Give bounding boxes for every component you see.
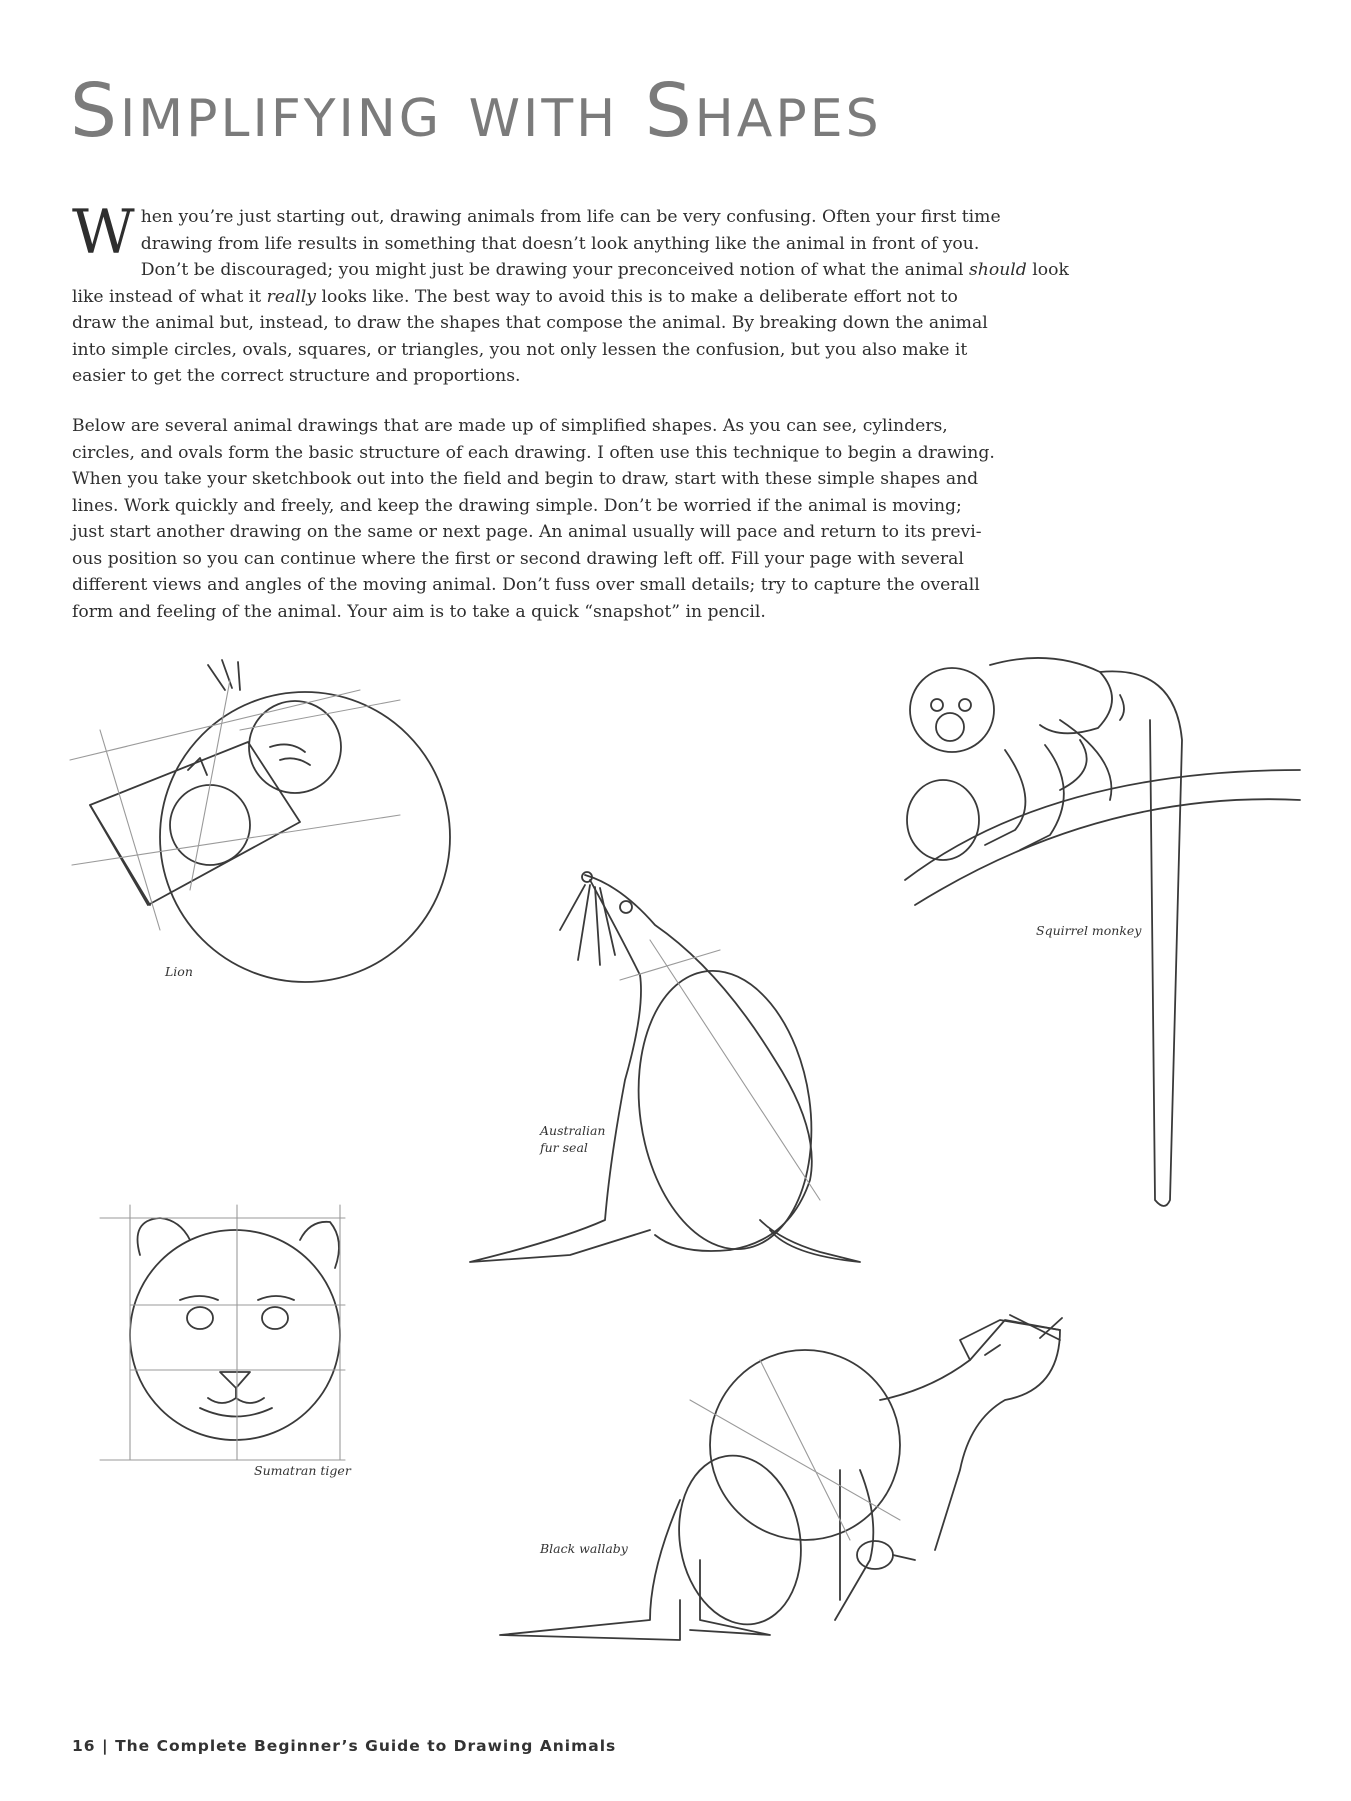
fur-seal-sketch [470,872,860,1262]
paragraph-line: lines. Work quickly and freely, and keep the drawing simple. Don’t be worried if the animal is moving; [72,495,962,516]
caption-squirrel-monkey: Squirrel monkey [1036,923,1142,938]
page-footer [72,1737,616,1755]
footer-separator: | [101,1737,109,1755]
caption-black-wallaby: Black wallaby [540,1541,628,1556]
intro-line: hen you’re just starting out, drawing animals from life can be very confusing. Often your first time [140,207,1001,227]
black-wallaby-sketch [500,1315,1062,1640]
caption-fur-seal-line2: fur seal [540,1140,588,1155]
caption-lion: Lion [165,964,193,979]
page-title: Simplifying with Shapes [70,68,882,154]
paragraph-line: different views and angles of the moving animal. Don’t fuss over small details; try to capture the overall [72,575,980,595]
sumatran-tiger-sketch [100,1205,345,1460]
intro-text: Don’t be discouraged; you might just be drawing your preconceived notion of what the animal [140,260,964,280]
lion-sketch [70,660,450,982]
intro-text: looks like. The best way to avoid this is to make a deliberate effort not to [321,286,958,307]
intro-line: easier to get the correct structure and proportions. [72,366,521,386]
intro-line: drawing from life results in something that doesn’t look anything like the animal in front of you. [140,233,980,254]
paragraph-line: form and feeling of the animal. Your aim is to take a quick “snapshot” in pencil. [72,601,766,622]
paragraph-line: ous position so you can continue where the first or second drawing left off. Fill your page with several [72,548,964,569]
intro-emphasis: should [968,260,1027,280]
intro-emphasis: really [266,286,317,307]
book-title: The Complete Beginner’s Guide to Drawing Animals [115,1737,617,1755]
intro-text: look [1032,260,1069,280]
paragraph-line: circles, and ovals form the basic structure of each drawing. I often use this technique to begin a drawing. [72,442,995,463]
paragraph-line: When you take your sketchbook out into the field and begin to draw, start with these simple shapes and [72,469,979,489]
caption-fur-seal [540,1122,605,1156]
caption-fur-seal-line1: Australian [540,1123,606,1138]
intro-line: draw the animal but, instead, to draw the shapes that compose the animal. By breaking down the animal [72,313,988,333]
paragraph-line: just start another drawing on the same or next page. An animal usually will pace and return to its previ- [72,522,982,542]
paragraph-line: Below are several animal drawings that are made up of simplified shapes. As you can see, cylinders, [72,416,948,436]
page-number: 16 [72,1737,96,1755]
drop-cap: W [72,197,135,268]
intro-line: into simple circles, ovals, squares, or triangles, you not only lessen the confusion, but you also make it [72,339,968,360]
caption-sumatran-tiger: Sumatran tiger [254,1463,351,1478]
intro-text: like instead of what it [72,286,262,307]
